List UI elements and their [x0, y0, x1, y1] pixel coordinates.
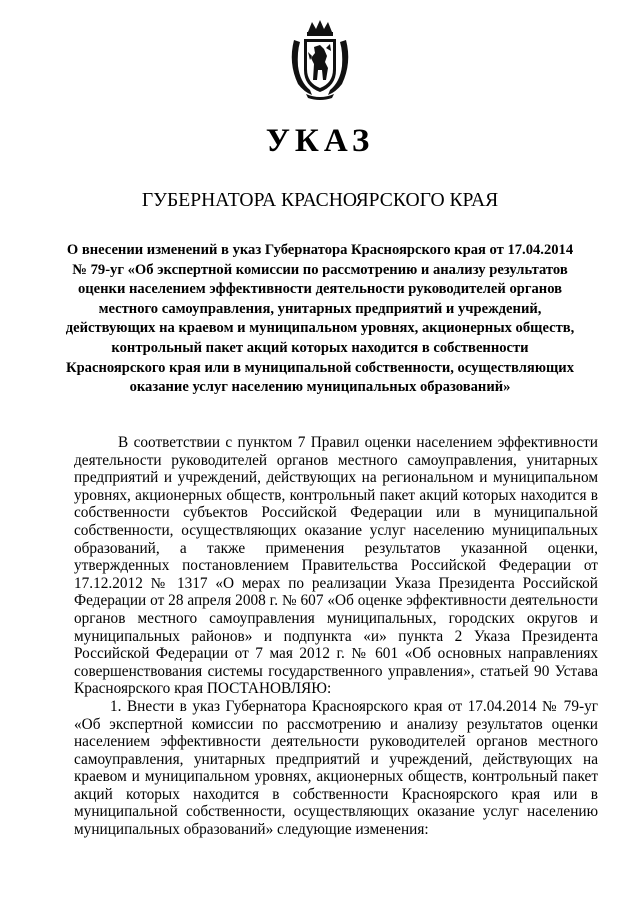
document-title: УКАЗ	[265, 123, 375, 159]
document-subtitle: ГУБЕРНАТОРА КРАСНОЯРСКОГО КРАЯ	[141, 190, 499, 211]
krasnoyarsk-coat-of-arms-icon	[286, 18, 354, 100]
item-1-paragraph: 1. Внести в указ Губернатора Красноярского края от 17.04.2014 № 79-уг «Об экспертной комиссии по рассмотрению и анализу результатов оценки населением эффективности деятельности руководителей органов местного самоуправления, унитарных предприятий и учреждений, действующих на краевом и муниципальном уровнях, акционерных обществ, контрольный пакет акций которых находится в собственности Красноярского края или в муниципальной собственности, осуществляющих оказание услуг населению муниципальных образований» следующие изменения:	[74, 697, 598, 839]
document-body	[74, 434, 598, 839]
preamble-paragraph: В соответствии с пунктом 7 Правил оценки населением эффективности деятельности руководителей органов местного самоуправления, унитарных предприятий и учреждений, действующих на региональном и муниципальном уровнях, акционерных обществ, контрольный пакет акций которых находится в собственности субъектов Российской Федерации или в муниципальной собственности, осуществляющих оказание услуг населению муниципальных образований, а также применения результатов указанной оценки, утвержденных постановлением Правительства Российской Федерации от 17.12.2012 № 1317 «О мерах по реализации Указа Президента Российской Федерации от 28 апреля 2008 г. № 607 «Об оценке эффективности деятельности органов местного самоуправления муниципальных, городских округов и муниципальных районов» и подпункта «и» пункта 2 Указа Президента Российской Федерации от 7 мая 2012 г. № 601 «Об основных направлениях совершенствования системы государственного управления», статьей 90 Устава Красноярского края ПОСТАНОВЛЯЮ:	[74, 434, 598, 698]
document-heading: О внесении изменений в указ Губернатора Красноярского края от 17.04.2014 № 79-уг «Об экспертной комиссии по рассмотрению и анализу результатов оценки населением эффективности деятельности руководителей органов местного самоуправления, унитарных предприятий и учреждений, действующих на краевом и муниципальном уровнях, акционерных обществ, контрольный пакет акций которых находится в собственности Красноярского края или в муниципальной собственности, осуществляющих оказание услуг населению муниципальных образований»	[65, 242, 575, 396]
